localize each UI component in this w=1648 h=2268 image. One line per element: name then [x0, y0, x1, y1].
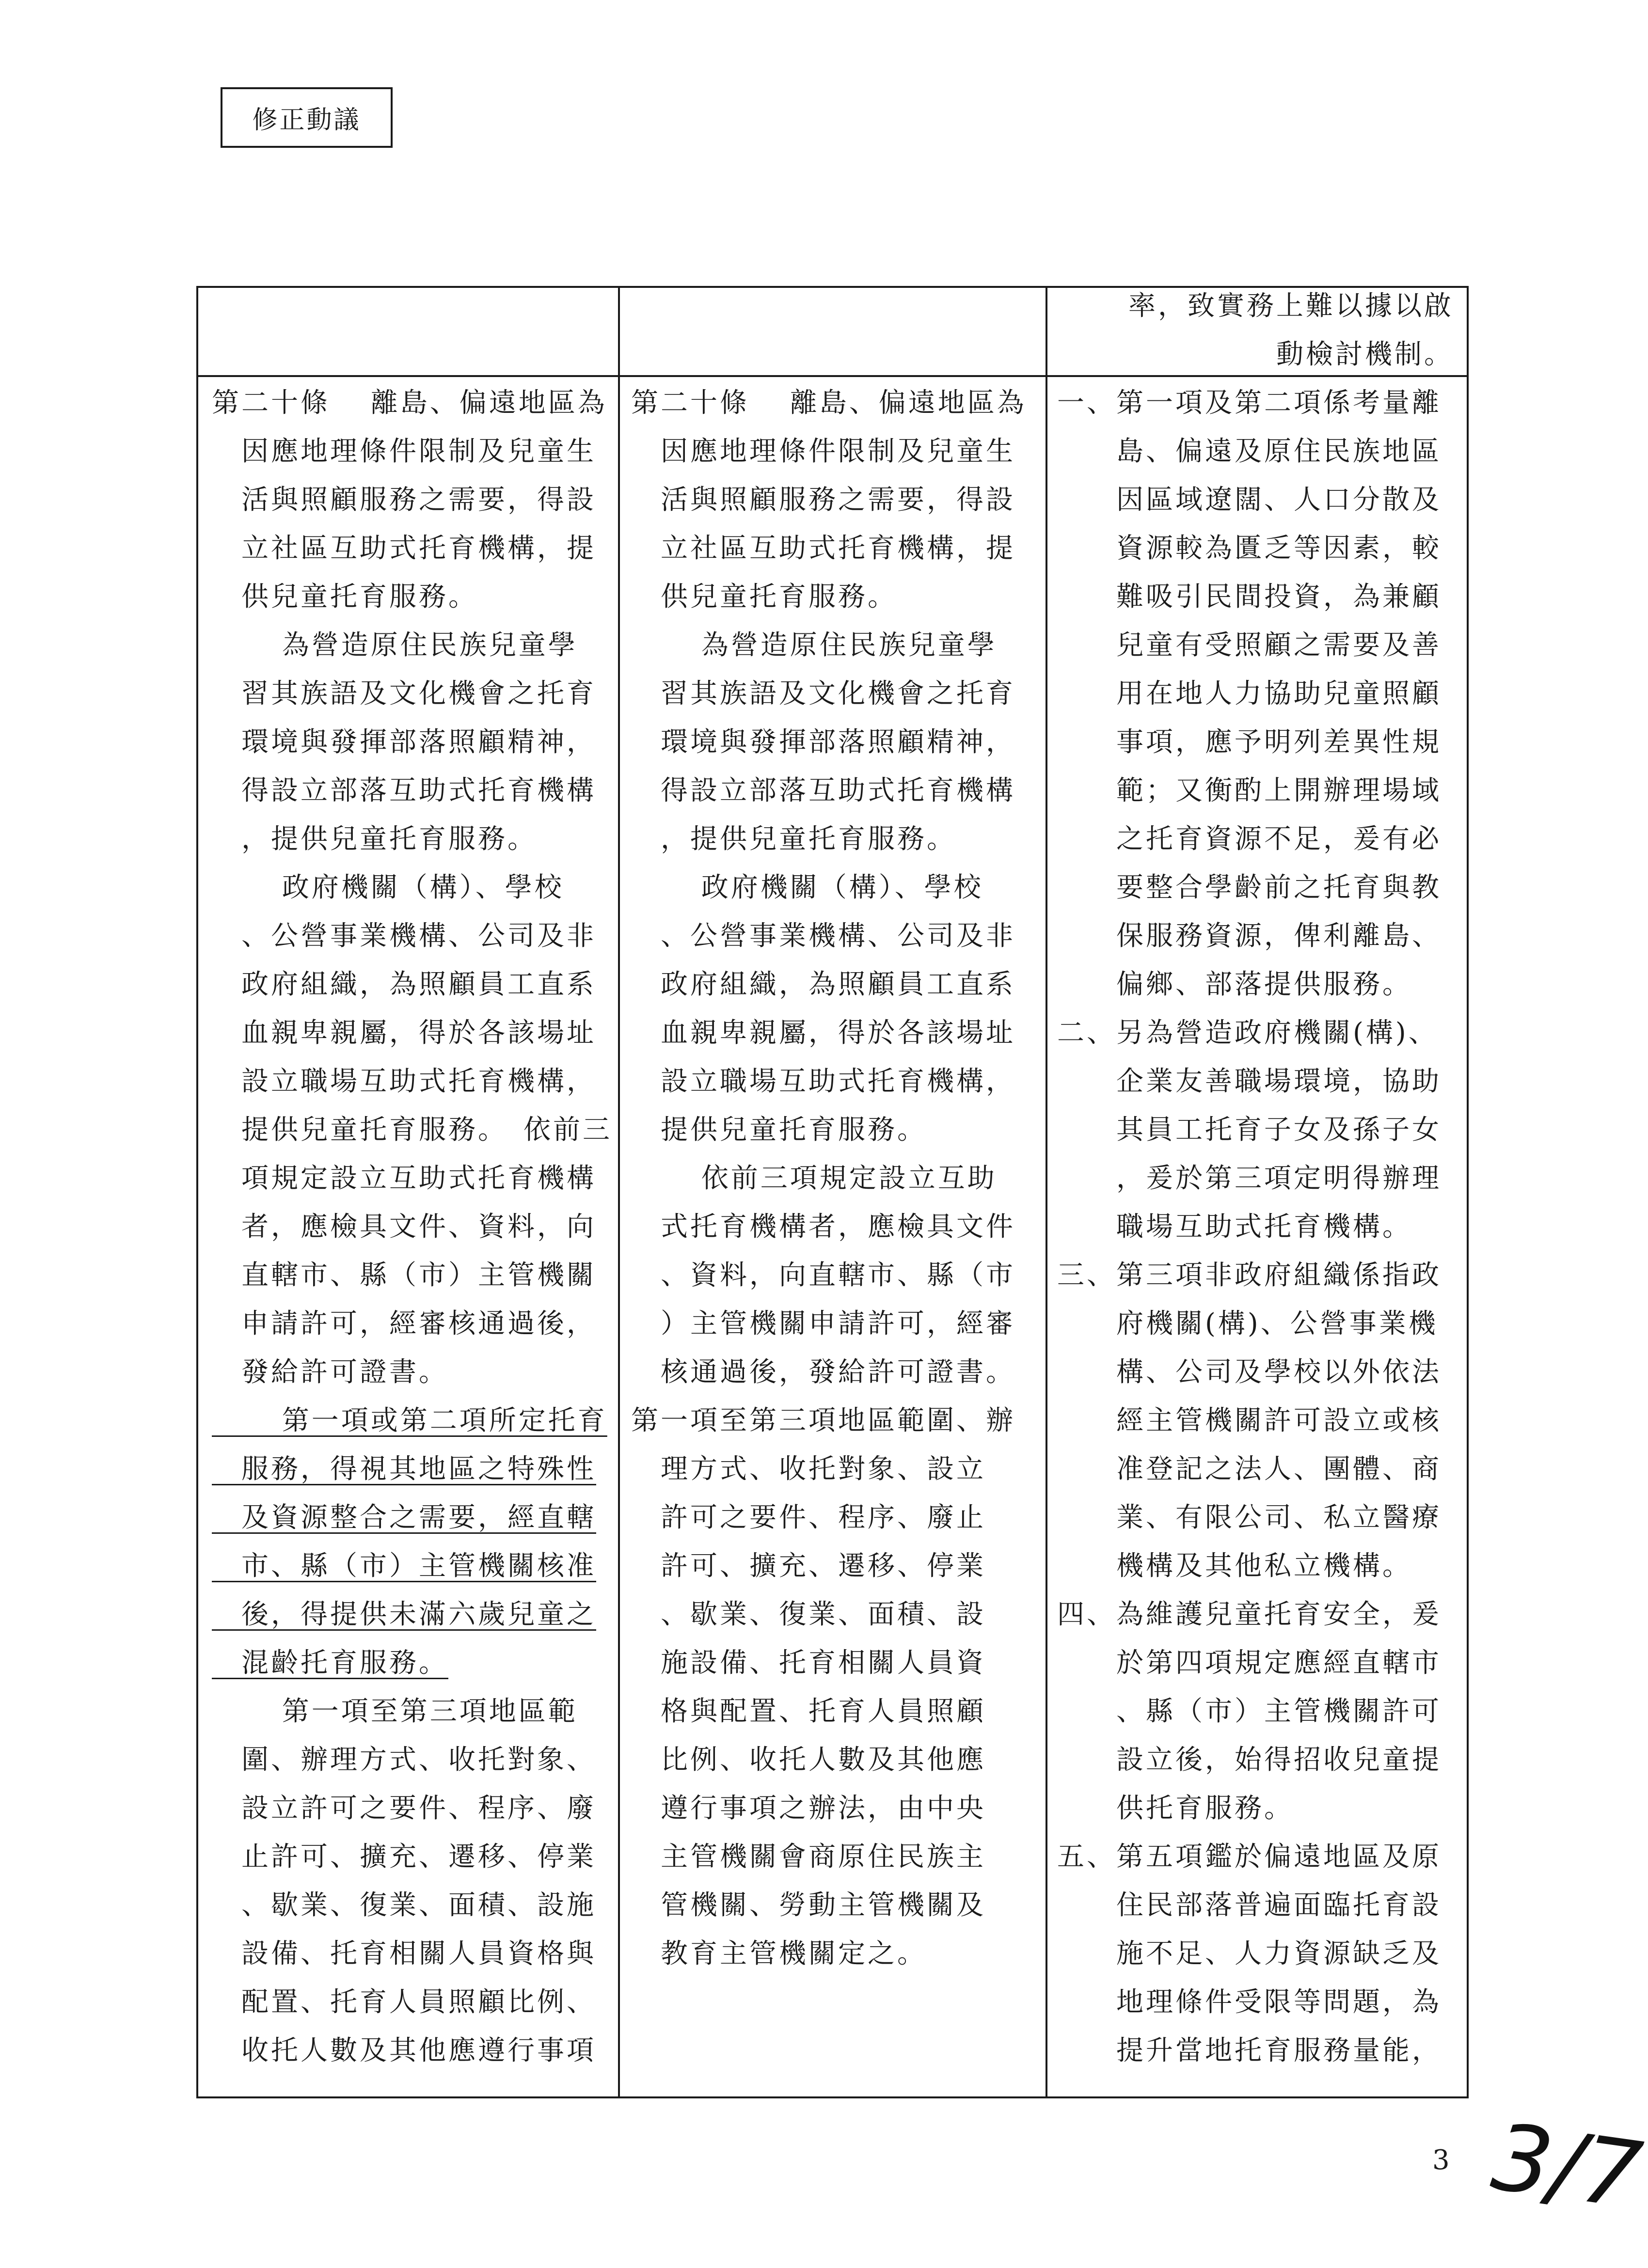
- text-line: 提供兒童托育服務。: [631, 1114, 927, 1146]
- text-line: 職場互助式托育機構。: [1057, 1211, 1412, 1243]
- text-line: 第二十條 離島、偏遠地區為: [212, 387, 607, 419]
- text-line: 准登記之法人、團體、商: [1057, 1453, 1442, 1485]
- text-line: 、歇業、復業、面積、設: [631, 1599, 986, 1630]
- text-line: 兒童有受照顧之需要及善: [1057, 630, 1442, 661]
- text-line: 供兒童托育服務。: [631, 581, 897, 613]
- comparison-table: [196, 286, 1469, 2098]
- text-line: 格與配置、托育人員照顧: [631, 1696, 986, 1727]
- text-line: 直轄市、縣（市）主管機關: [212, 1260, 596, 1291]
- text-line: 政府組織，為照顧員工直系: [212, 969, 596, 1000]
- text-line: 五、第五項鑑於偏遠地區及原: [1057, 1841, 1442, 1873]
- text-line: 範；又衡酌上開辦理場域: [1057, 775, 1442, 806]
- text-line: 供托育服務。: [1057, 1793, 1294, 1824]
- text-line: 要整合學齡前之托育與教: [1057, 872, 1442, 903]
- text-line: 許可、擴充、遷移、停業: [631, 1550, 986, 1582]
- text-line: 許可之要件、程序、廢止: [631, 1502, 986, 1533]
- handwritten-page-count: 3/7: [1486, 2103, 1648, 2230]
- text-line: 島、偏遠及原住民族地區: [1057, 436, 1442, 467]
- text-line: 環境與發揮部落照顧精神，: [212, 726, 596, 758]
- text-line: 保服務資源，俾利離島、: [1057, 920, 1442, 952]
- text-line: 率，致實務上難以據以啟: [1128, 290, 1454, 322]
- text-line: 設備、托育相關人員資格與: [212, 1938, 596, 1969]
- text-line: 環境與發揮部落照顧精神，: [631, 726, 1015, 758]
- text-line: 業、有限公司、私立醫療: [1057, 1502, 1442, 1533]
- motion-label: 修正動議: [221, 87, 393, 148]
- page-number: 3: [1432, 2144, 1450, 2176]
- text-line: 事項，應予明列差異性規: [1057, 726, 1442, 758]
- text-line: 第一項至第三項地區範圍、辦: [631, 1405, 1015, 1436]
- text-line: 收托人數及其他應遵行事項: [212, 2035, 596, 2066]
- text-line: 得設立部落互助式托育機構: [212, 775, 596, 806]
- text-line: 之托育資源不足，爰有必: [1057, 823, 1442, 855]
- text-line: 政府機關（構）、學校: [631, 872, 983, 903]
- text-line: 企業友善職場環境，協助: [1057, 1066, 1442, 1097]
- text-line: 施設備、托育相關人員資: [631, 1647, 986, 1679]
- text-line: 遵行事項之辦法，由中央: [631, 1793, 986, 1824]
- text-line: 理方式、收托對象、設立: [631, 1453, 986, 1485]
- underlined-text-line: 服務，得視其地區之特殊性: [212, 1453, 596, 1485]
- text-line: 為營造原住民族兒童學: [631, 630, 997, 661]
- text-line: 血親卑親屬，得於各該場址: [212, 1017, 596, 1049]
- text-line: 式托育機構者，應檢具文件: [631, 1211, 1015, 1243]
- text-line: 立社區互助式托育機構，提: [631, 533, 1015, 564]
- underlined-text-line: 後，得提供未滿六歲兒童之: [212, 1599, 596, 1630]
- text-line: 施不足、人力資源缺乏及: [1057, 1938, 1442, 1969]
- text-line: 習其族語及文化機會之托育: [631, 678, 1015, 709]
- text-line: 發給許可證書。: [212, 1356, 448, 1388]
- text-line: 其員工托育子女及孫子女: [1057, 1114, 1442, 1146]
- text-line: 項規定設立互助式托育機構: [212, 1163, 596, 1194]
- text-line: 四、為維護兒童托育安全，爰: [1057, 1599, 1442, 1630]
- text-line: 機構及其他私立機構。: [1057, 1550, 1412, 1582]
- text-line: 設立後，始得招收兒童提: [1057, 1744, 1442, 1776]
- text-line: 圍、辦理方式、收托對象、: [212, 1744, 596, 1776]
- text-line: 、縣（市）主管機關許可: [1057, 1696, 1442, 1727]
- text-line: 政府組織，為照顧員工直系: [631, 969, 1015, 1000]
- text-line: 管機關、勞動主管機關及: [631, 1890, 986, 1921]
- text-line: 第一項至第三項地區範: [212, 1696, 578, 1727]
- text-line: 供兒童托育服務。: [212, 581, 478, 613]
- text-line: ，提供兒童托育服務。: [212, 823, 537, 855]
- column-2-text: [631, 379, 1043, 1978]
- text-line: 主管機關會商原住民族主: [631, 1841, 986, 1873]
- top-row-col3: [1056, 282, 1468, 379]
- underlined-text-line: 市、縣（市）主管機關核准: [212, 1550, 596, 1582]
- text-line: 習其族語及文化機會之托育: [212, 678, 596, 709]
- text-line: 活與照顧服務之需要，得設: [631, 484, 1015, 516]
- text-line: ）主管機關申請許可，經審: [631, 1308, 1015, 1339]
- text-line: 資源較為匱乏等因素，較: [1057, 533, 1442, 564]
- text-line: 依前三項規定設立互助: [631, 1163, 997, 1194]
- text-line: 因應地理條件限制及兒童生: [631, 436, 1015, 467]
- column-divider-1: [618, 288, 620, 2096]
- text-line: 政府機關（構）、學校: [212, 872, 564, 903]
- text-line: 核通過後，發給許可證書。: [631, 1356, 1015, 1388]
- text-line: 用在地人力協助兒童照顧: [1057, 678, 1442, 709]
- text-line: 一、第一項及第二項係考量離: [1057, 387, 1442, 419]
- text-line: 、歇業、復業、面積、設施: [212, 1890, 596, 1921]
- text-line: 地理條件受限等問題，為: [1057, 1986, 1442, 2018]
- text-line: 比例、收托人數及其他應: [631, 1744, 986, 1776]
- underlined-text-line: 及資源整合之需要，經直轄: [212, 1502, 596, 1533]
- text-line: 三、第三項非政府組織係指政: [1057, 1260, 1442, 1291]
- text-line: 因應地理條件限制及兒童生: [212, 436, 596, 467]
- text-line: 者，應檢具文件、資料，向: [212, 1211, 596, 1243]
- column-3-text: [1057, 379, 1469, 2075]
- text-line: 設立職場互助式托育機構，: [631, 1066, 1015, 1097]
- text-line: ，提供兒童托育服務。: [631, 823, 956, 855]
- text-line: 經主管機關許可設立或核: [1057, 1405, 1442, 1436]
- text-line: 申請許可，經審核通過後，: [212, 1308, 596, 1339]
- text-line: ，爰於第三項定明得辦理: [1057, 1163, 1442, 1194]
- text-line: 血親卑親屬，得於各該場址: [631, 1017, 1015, 1049]
- text-line: 配置、托育人員照顧比例、: [212, 1986, 596, 2018]
- column-1-text: [212, 379, 617, 2075]
- text-line: 、公營事業機構、公司及非: [631, 920, 1015, 952]
- text-line: 提升當地托育服務量能，: [1057, 2035, 1442, 2066]
- text-line: 提供兒童托育服務。 依前三: [212, 1114, 612, 1146]
- text-line: 因區域遼闊、人口分散及: [1057, 484, 1442, 516]
- text-line: 設立職場互助式托育機構，: [212, 1066, 596, 1097]
- text-line: 設立許可之要件、程序、廢: [212, 1793, 596, 1824]
- text-line: 止許可、擴充、遷移、停業: [212, 1841, 596, 1873]
- text-line: 於第四項規定應經直轄市: [1057, 1647, 1442, 1679]
- text-line: 、資料，向直轄市、縣（市: [631, 1260, 1015, 1291]
- text-line: 立社區互助式托育機構，提: [212, 533, 596, 564]
- text-line: 活與照顧服務之需要，得設: [212, 484, 596, 516]
- text-line: 二、另為營造政府機關(構)、: [1057, 1017, 1438, 1049]
- text-line: 偏鄉、部落提供服務。: [1057, 969, 1412, 1000]
- text-line: 為營造原住民族兒童學: [212, 630, 578, 661]
- text-line: 住民部落普遍面臨托育設: [1057, 1890, 1442, 1921]
- text-line: 構、公司及學校以外依法: [1057, 1356, 1442, 1388]
- text-line: 、公營事業機構、公司及非: [212, 920, 596, 952]
- text-line: 動檢討機制。: [1276, 339, 1454, 370]
- text-line: 得設立部落互助式托育機構: [631, 775, 1015, 806]
- text-line: 難吸引民間投資，為兼顧: [1057, 581, 1442, 613]
- text-line: 府機關(構)、公營事業機: [1057, 1308, 1438, 1339]
- underlined-text-line: 混齡托育服務。: [212, 1647, 448, 1679]
- text-line: 第二十條 離島、偏遠地區為: [631, 387, 1027, 419]
- text-line: 教育主管機關定之。: [631, 1938, 927, 1969]
- column-divider-2: [1046, 288, 1047, 2096]
- underlined-text-line: 第一項或第二項所定托育: [212, 1405, 607, 1436]
